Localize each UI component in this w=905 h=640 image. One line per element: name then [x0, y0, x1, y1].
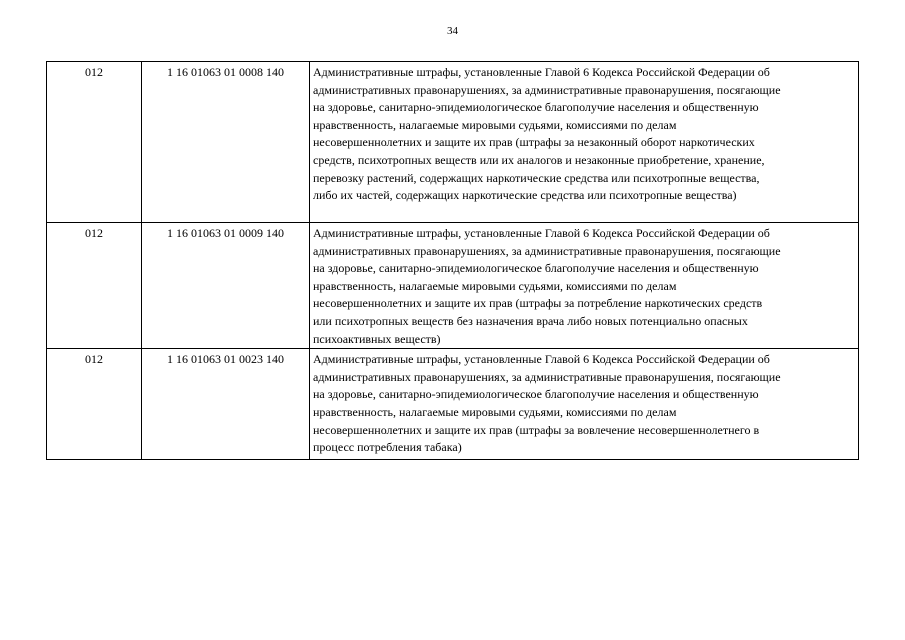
description-line: либо их частей, содержащих наркотические средства или психотропные вещества) [313, 188, 737, 203]
description-line: процесс потребления табака) [313, 440, 462, 455]
admin-code-cell: 012 [47, 349, 142, 460]
table-row [47, 349, 859, 460]
page-number: 34 [447, 25, 458, 37]
description-line: административных правонарушениях, за административные правонарушения, посягающие [313, 243, 781, 258]
description-line: Административные штрафы, установленные Главой 6 Кодекса Российской Федерации об [313, 352, 770, 367]
description-line: средств, психотропных веществ или их аналогов и незаконные приобретение, хранение, [313, 152, 765, 167]
description-line: несовершеннолетних и защите их прав (штрафы за потребление наркотических средств [313, 296, 763, 311]
budget-codes-table [46, 61, 859, 460]
table-row [47, 223, 859, 349]
description-line: нравственность, налагаемые мировыми судьями, комиссиями по делам [313, 117, 677, 132]
description-line: психоактивных веществ) [313, 331, 441, 346]
description-line: или психотропных веществ без назначения врача либо новых потенциально опасных [313, 313, 748, 328]
description-line: несовершеннолетних и защите их прав (штрафы за незаконный оборот наркотических [313, 135, 755, 150]
description-line: на здоровье, санитарно-эпидемиологическое благополучие населения и общественную [313, 100, 759, 115]
description-line: административных правонарушениях, за административные правонарушения, посягающие [313, 369, 781, 384]
description-cell [310, 349, 859, 460]
description-cell [310, 62, 859, 223]
description-line: Административные штрафы, установленные Главой 6 Кодекса Российской Федерации об [313, 226, 770, 240]
description-line: нравственность, налагаемые мировыми судьями, комиссиями по делам [313, 404, 677, 419]
description-line: административных правонарушениях, за административные правонарушения, посягающие [313, 82, 781, 97]
budget-code-cell: 1 16 01063 01 0008 140 [142, 62, 310, 223]
admin-code-cell: 012 [47, 223, 142, 349]
description-line: нравственность, налагаемые мировыми судьями, комиссиями по делам [313, 278, 677, 293]
budget-code-cell: 1 16 01063 01 0009 140 [142, 223, 310, 349]
description-line: Административные штрафы, установленные Главой 6 Кодекса Российской Федерации об [313, 65, 770, 79]
description-line: на здоровье, санитарно-эпидемиологическое благополучие населения и общественную [313, 261, 759, 276]
budget-code-cell: 1 16 01063 01 0023 140 [142, 349, 310, 460]
description-line: на здоровье, санитарно-эпидемиологическое благополучие населения и общественную [313, 387, 759, 402]
description-line: перевозку растений, содержащих наркотические средства или психотропные вещества, [313, 170, 760, 185]
admin-code-cell: 012 [47, 62, 142, 223]
description-cell [310, 223, 859, 349]
description-line: несовершеннолетних и защите их прав (штрафы за вовлечение несовершеннолетнего в [313, 422, 760, 437]
table-row [47, 62, 859, 223]
